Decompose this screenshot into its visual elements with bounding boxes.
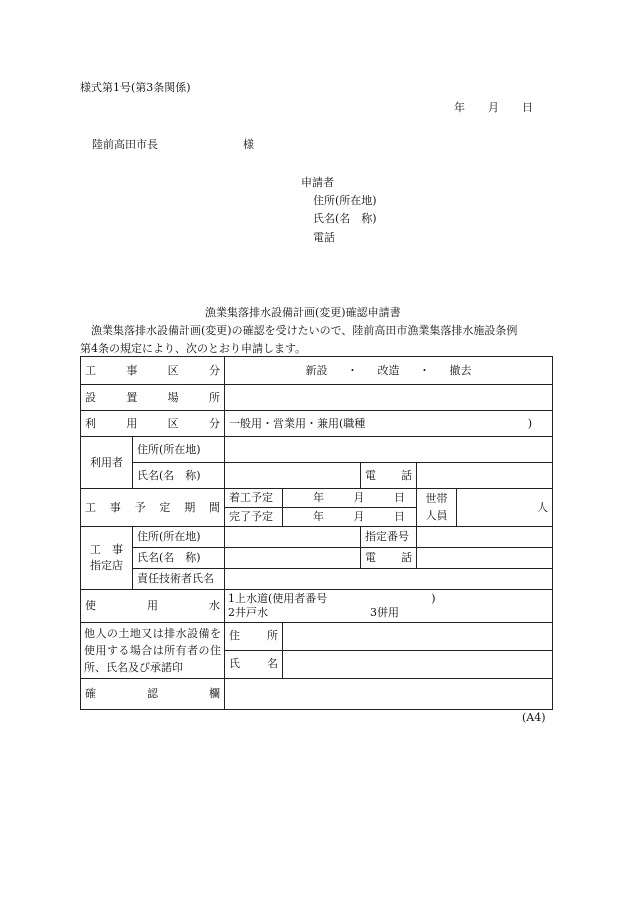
addressee: 陸前高田市長	[92, 138, 158, 151]
water-option-3: 3併用	[370, 605, 399, 619]
date-month: 月	[488, 101, 499, 114]
row-other-land-address	[81, 622, 553, 650]
option-remove[interactable]: 撤去	[449, 363, 472, 377]
other-land-name-field[interactable]	[283, 650, 553, 678]
row-contractor-name	[81, 548, 553, 569]
applicant-phone-label: 電話	[313, 231, 335, 244]
water-option-2: 2井戸水	[228, 605, 268, 619]
user-phone-field[interactable]	[417, 463, 553, 489]
body-line-1: 漁業集落排水設備計画(変更)の確認を受けたいので、陸前高田市漁業集落排水施設条例	[80, 324, 518, 337]
separator: ・	[347, 363, 358, 377]
user-name-label: 氏名(名 称)	[133, 463, 225, 489]
start-month: 月	[353, 491, 365, 505]
household-label-2: 人員	[425, 508, 448, 522]
application-form-table	[80, 356, 553, 710]
engineer-label: 責任技術者氏名	[133, 569, 225, 590]
row-contractor-engineer	[81, 569, 553, 590]
water-option-1: 1上水道(使用者番号	[228, 592, 328, 605]
construction-type-label: 工事区分	[81, 357, 225, 385]
user-address-field[interactable]	[225, 437, 553, 463]
user-phone-label: 電 話	[361, 463, 417, 489]
contractor-phone-field[interactable]	[417, 548, 553, 569]
option-modify[interactable]: 改造	[377, 363, 400, 377]
row-water-source	[81, 590, 553, 623]
row-contractor-address	[81, 527, 553, 548]
date-day: 日	[522, 101, 533, 114]
row-confirmation	[81, 678, 553, 709]
paper-size: (A4)	[522, 711, 546, 724]
location-label: 設置場所	[81, 385, 225, 411]
location-field[interactable]	[225, 385, 553, 411]
date-year: 年	[454, 101, 465, 114]
contractor-phone-label: 電 話	[361, 548, 417, 569]
other-land-address-field[interactable]	[283, 622, 553, 650]
schedule-label: 工事予定期間	[81, 489, 225, 527]
contractor-address-field[interactable]	[225, 527, 361, 548]
end-month: 月	[353, 510, 365, 524]
user-label: 利用者	[81, 437, 133, 489]
document-title: 漁業集落排水設備計画(変更)確認申請書	[205, 306, 401, 319]
contractor-number-label: 指定番号	[361, 527, 417, 548]
usage-options-text: 一般用・営業用・兼用(職種	[229, 416, 366, 430]
contractor-number-field[interactable]	[417, 527, 553, 548]
household-label-1: 世帯	[425, 492, 448, 505]
end-year: 年	[313, 510, 324, 524]
schedule-end-date[interactable]	[283, 508, 417, 527]
start-year: 年	[313, 491, 324, 505]
engineer-field[interactable]	[225, 569, 553, 590]
applicant-title: 申請者	[301, 176, 334, 189]
usage-type-label: 利用区分	[81, 411, 225, 437]
row-user-name	[81, 463, 553, 489]
other-land-name-label: 氏 名	[225, 650, 283, 678]
construction-type-options	[225, 357, 553, 385]
confirmation-field	[225, 678, 553, 709]
form-number: 様式第1号(第3条関係)	[80, 81, 191, 94]
contractor-label	[81, 527, 133, 590]
water-option-1-close: )	[431, 592, 436, 605]
applicant-address-label: 住所(所在地)	[313, 194, 377, 207]
contractor-label-2: 指定店	[90, 559, 123, 572]
user-name-field[interactable]	[225, 463, 361, 489]
separator: ・	[419, 363, 430, 377]
schedule-end-label: 完了予定	[225, 508, 283, 527]
usage-close-paren: )	[527, 416, 532, 430]
end-day: 日	[394, 510, 405, 524]
confirmation-label: 確認欄	[81, 678, 225, 709]
household-count-field[interactable]	[457, 489, 553, 527]
other-land-address-label: 住 所	[225, 622, 283, 650]
contractor-address-label: 住所(所在地)	[133, 527, 225, 548]
contractor-name-field[interactable]	[225, 548, 361, 569]
body-line-2: 第4条の規定により、次のとおり申請します。	[80, 342, 307, 355]
other-land-label: 他人の土地又は排水設備を使用する場合は所有者の住所、氏名及び承諾印	[81, 622, 225, 678]
schedule-start-label: 着工予定	[225, 489, 283, 508]
row-construction-type	[81, 357, 553, 385]
row-usage-type	[81, 411, 553, 437]
household-label	[417, 489, 457, 527]
row-user-address	[81, 437, 553, 463]
applicant-name-label: 氏名(名 称)	[313, 212, 377, 225]
start-day: 日	[394, 491, 405, 505]
usage-type-options[interactable]	[225, 411, 553, 437]
honorific: 様	[243, 138, 254, 151]
row-schedule-start	[81, 489, 553, 508]
persons-unit: 人	[537, 500, 548, 514]
user-address-label: 住所(所在地)	[133, 437, 225, 463]
contractor-label-1: 工 事	[90, 542, 123, 556]
water-options[interactable]	[225, 590, 553, 623]
contractor-name-label: 氏名(名 称)	[133, 548, 225, 569]
option-new[interactable]: 新設	[305, 363, 328, 377]
water-label: 使用水	[81, 590, 225, 623]
schedule-start-date[interactable]	[283, 489, 417, 508]
row-location	[81, 385, 553, 411]
